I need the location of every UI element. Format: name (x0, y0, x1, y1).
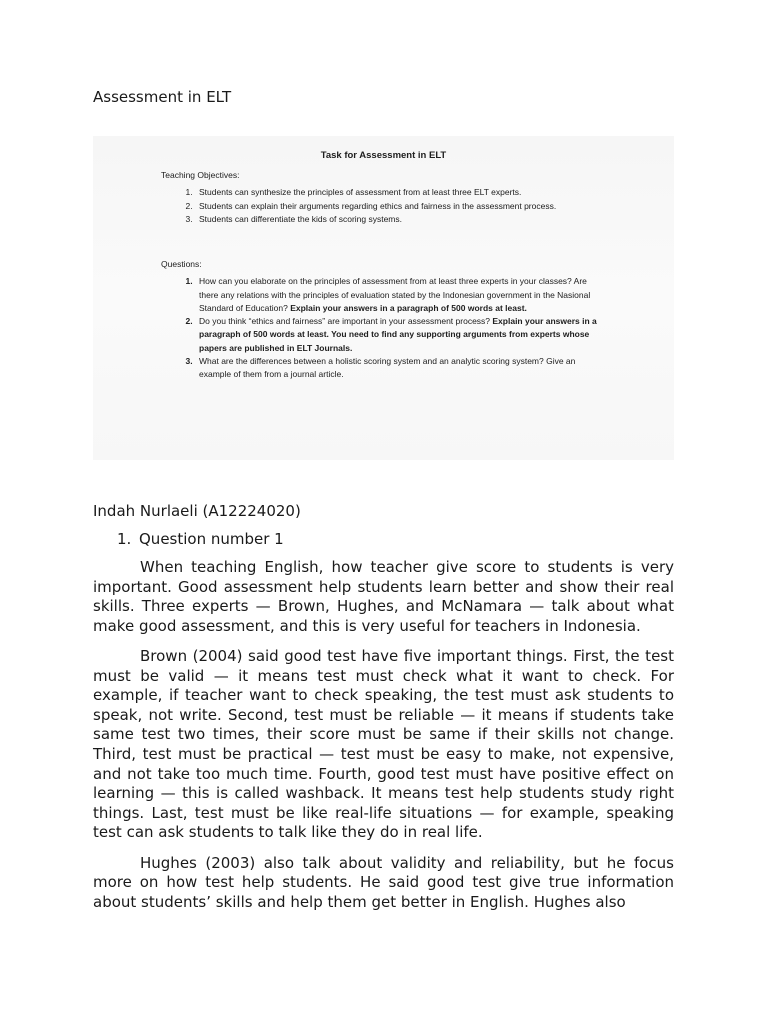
objectives-label: Teaching Objectives: (161, 170, 240, 180)
teaching-objectives (161, 169, 601, 226)
task-screenshot-image (93, 136, 674, 460)
task-heading: Task for Assessment in ELT (320, 150, 447, 161)
objectives-list (161, 186, 601, 226)
objective-item: 3. Students can differentiate the kids of scoring systems. (195, 213, 601, 226)
essay-paragraph: Hughes (2003) also talk about validity and reliability, but he focus more on how test help students. He said good test give true information about students’ skills and help them get better in English. Hughes also (93, 853, 674, 911)
question-text: How can you elaborate on the principles of assessment from at least three experts in your classes? Are there any relations with the principles of evaluation stated by the Indonesian government in the Nasional Standard of Education? (199, 276, 591, 313)
question-instruction: Explain your answers in a paragraph of 500 words at least. (290, 302, 527, 313)
objective-item: 2. Students can explain their arguments regarding ethics and fairness in the assessment process. (195, 200, 601, 213)
question-instruction: Explain your answers in a paragraph of 500 words at least. You need to find any supporting arguments from experts whose papers are published in ELT Journals. (199, 316, 597, 353)
essay-paragraph: When teaching English, how teacher give score to students is very important. Good assessment help students learn better and show their real skills. Three experts — Brown, Hughes, and McNamara — talk about what make good assessment, and this is very useful for teachers in Indonesia. (93, 558, 674, 635)
task-questions (161, 258, 601, 382)
section-title: Question number 1 (139, 530, 284, 548)
question-section-heading (117, 529, 284, 549)
document-title: Assessment in ELT (93, 88, 232, 106)
question-item (195, 355, 601, 382)
question-item (195, 315, 601, 355)
questions-label: Questions: (161, 259, 202, 269)
question-item (195, 275, 601, 315)
objective-item: 1. Students can synthesize the principles of assessment from at least three ELT experts. (195, 186, 601, 199)
question-text: Do you think “ethics and fairness” are important in your assessment process? (199, 316, 493, 327)
question-text: What are the differences between a holistic scoring system and an analytic scoring system? Give an example of them from a journal article. (199, 356, 576, 380)
section-number: 1. (117, 530, 132, 548)
author-line: Indah Nurlaeli (A12224020) (93, 502, 301, 520)
essay-paragraph: Brown (2004) said good test have five important things. First, the test must be valid — it means test must check what it want to check. For example, if teacher want to check speaking, the test must ask students to speak, not write. Second, test must be reliable — it means if students take same test two times, their score must be same if their skills not change. Third, test must be practical — test must be easy to make, not expensive, and not take too much time. Fourth, good test must have positive effect on learning — this is called washback. It means test help students study right things. Last, test must be like real-life situations — for example, speaking test can ask students to talk like they do in real life. (93, 646, 674, 842)
questions-list (161, 275, 601, 381)
essay-body (93, 558, 674, 923)
